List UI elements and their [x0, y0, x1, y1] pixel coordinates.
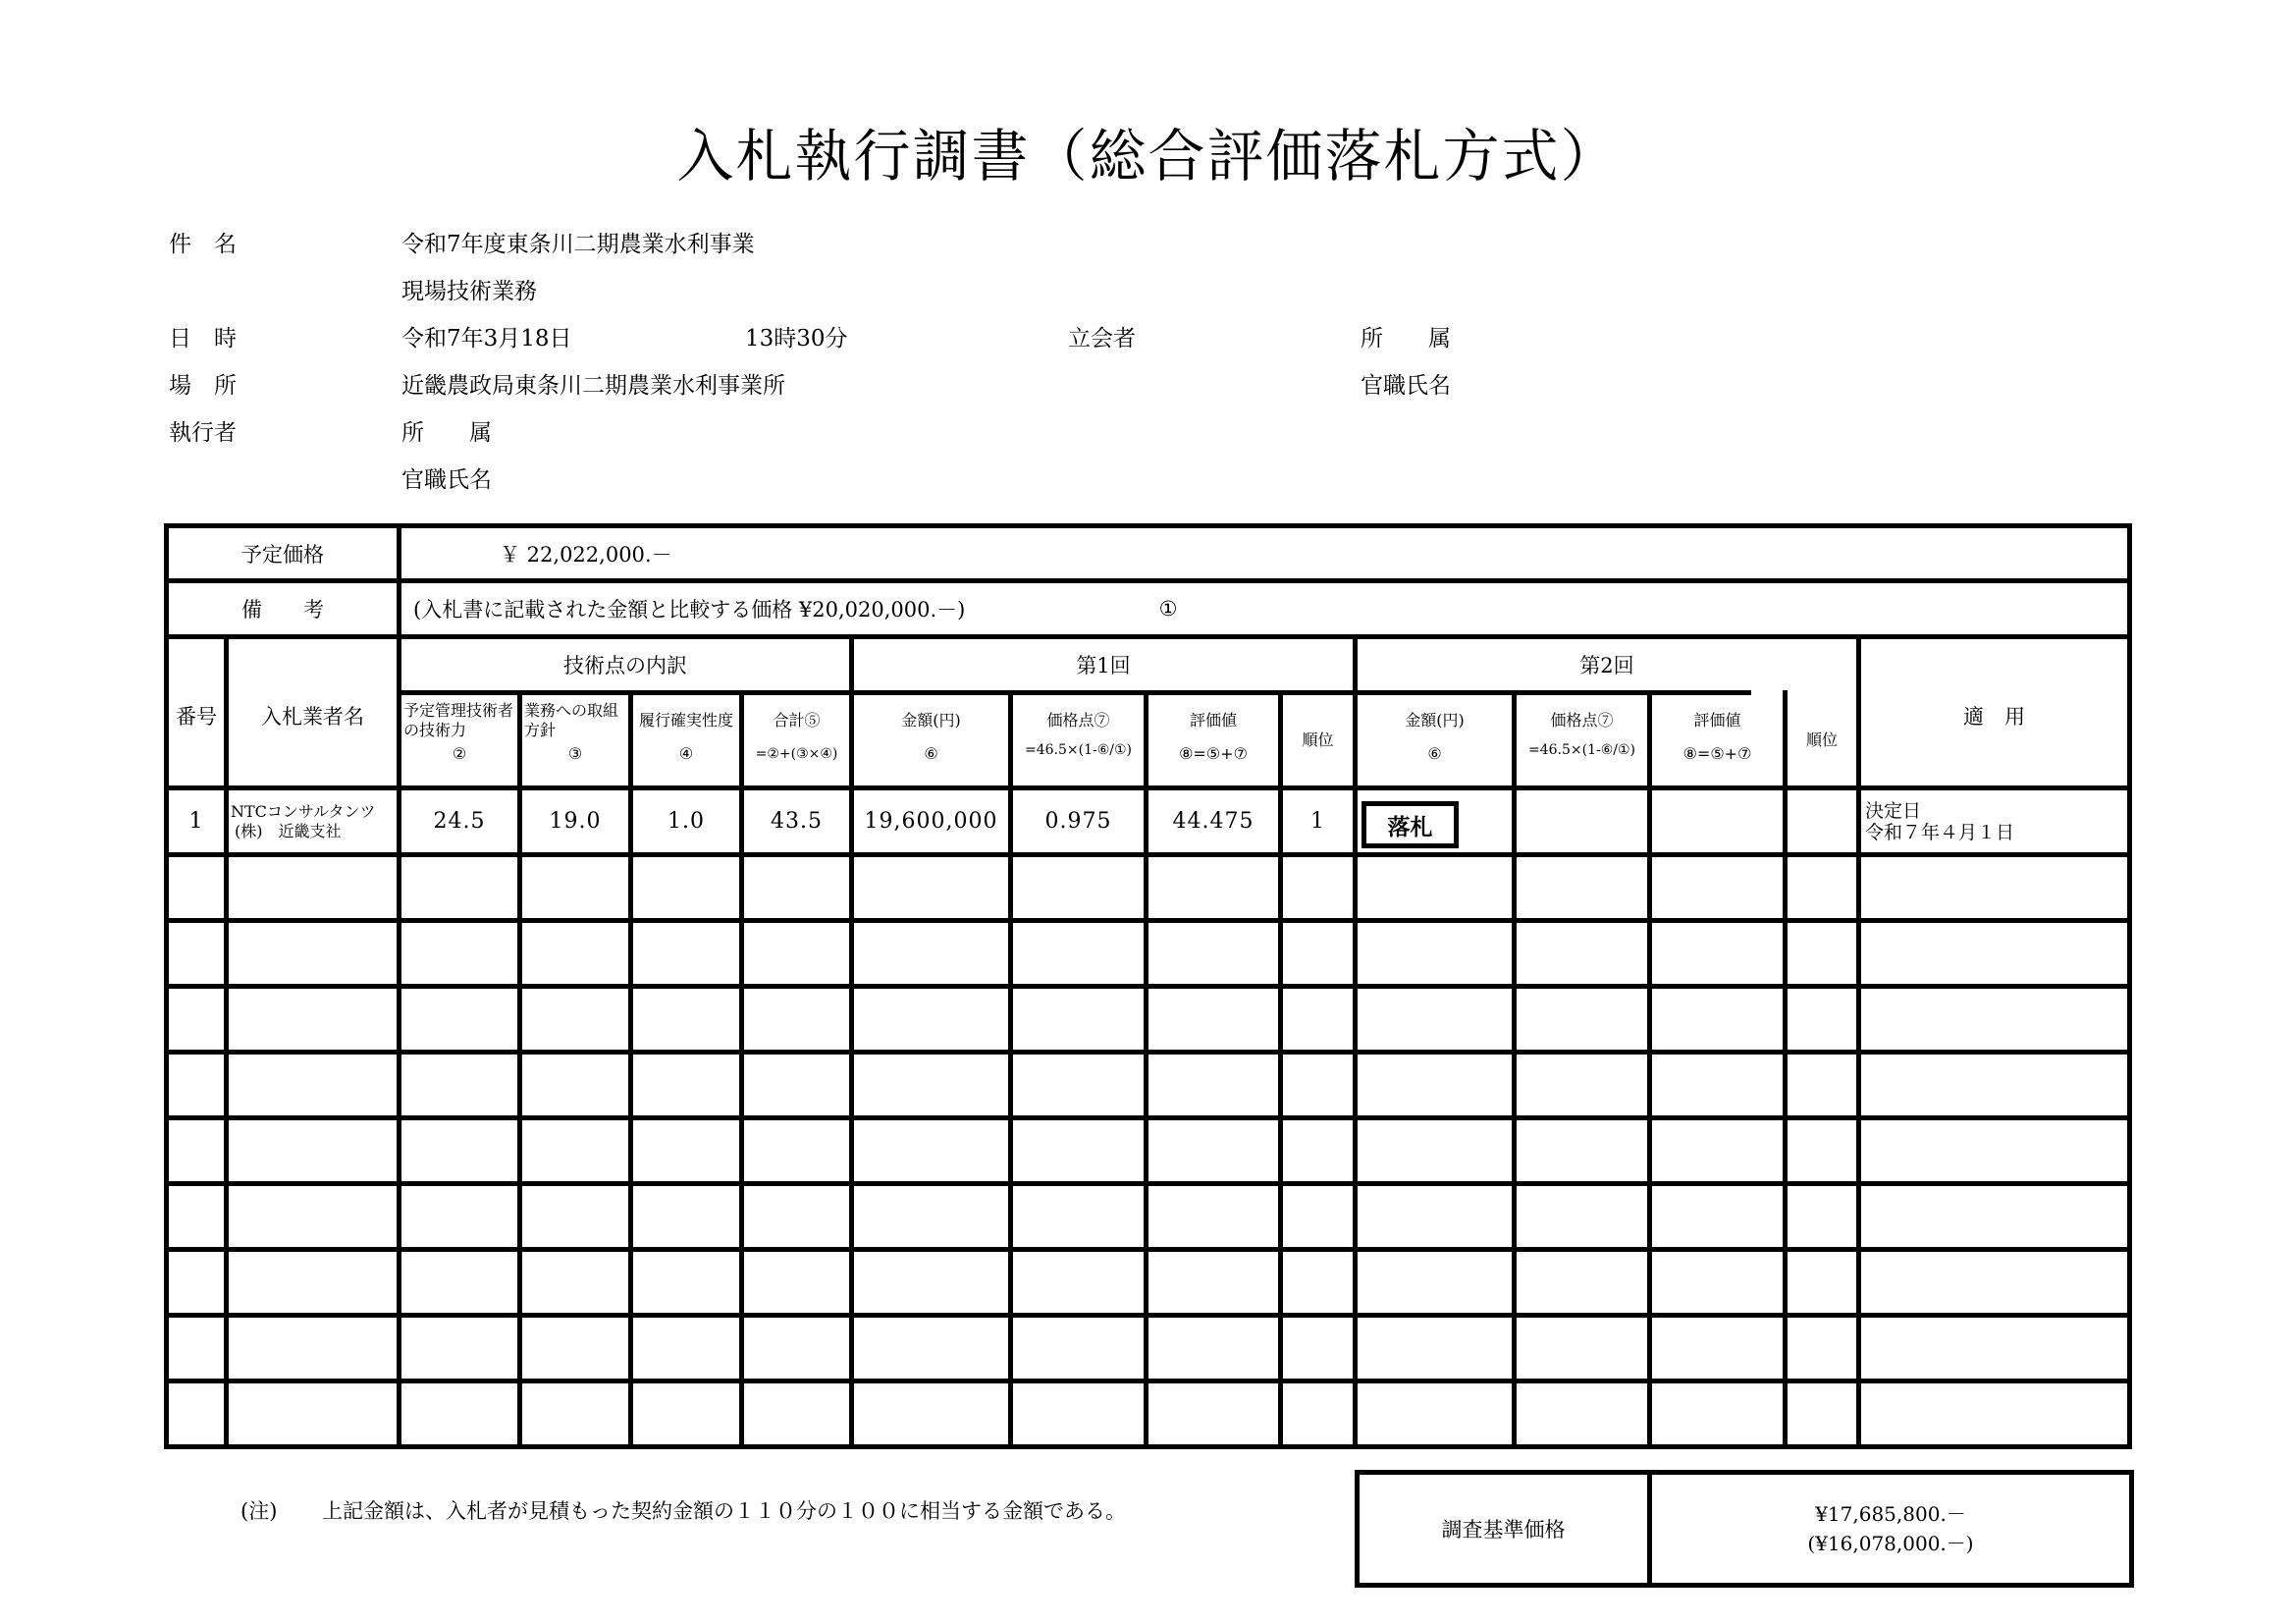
awarded-badge: 落札 [1362, 801, 1459, 848]
row-applied-line1: 決定日 [1865, 799, 1922, 822]
survey-box-bottom [1355, 1583, 2134, 1588]
row-bidder-line2: (株) 近畿支社 [235, 821, 342, 840]
header-r2-price-point-label: 価格点⑦ [1550, 711, 1614, 730]
header-applied: 適 用 [1963, 705, 2025, 729]
header-r1-rank: 順位 [1302, 731, 1334, 749]
executor-label: 執行者 [169, 420, 237, 446]
place-value: 近畿農政局東条川二期農業水利事業所 [401, 373, 785, 399]
header-r1-amount-marker: ⑥ [924, 744, 938, 763]
header-tech-skill-label: 予定管理技術者の技術力 [403, 701, 514, 739]
row-number: 1 [188, 809, 204, 834]
witness-name-label: 官職氏名 [1361, 373, 1451, 399]
header-r1-amount [854, 695, 1008, 785]
header-bidder: 入札業者名 [261, 705, 364, 729]
header-r2-rank: 順位 [1805, 731, 1838, 749]
subject-value-line2: 現場技術業務 [401, 279, 537, 304]
row-approach: 19.0 [549, 809, 602, 834]
place-label: 場 所 [169, 373, 237, 399]
row-applied-line2: 令和７年４月１日 [1865, 821, 2015, 843]
executor-name-label: 官職氏名 [401, 467, 492, 493]
row-applied [1861, 790, 2127, 852]
header-reliability [633, 695, 739, 785]
header-r2-evaluation [1652, 695, 1783, 785]
subject-value-line1: 令和7年度東条川二期農業水利事業 [401, 232, 755, 257]
header-approach-marker: ③ [567, 744, 583, 763]
survey-price-value: ¥17,685,800.－ [1815, 1502, 1966, 1526]
row-r1-evaluation: 44.475 [1172, 809, 1255, 834]
header-round1: 第1回 [1076, 654, 1131, 677]
header-r2-amount [1358, 695, 1512, 785]
header-total [744, 695, 849, 785]
header-approach-label: 業務への取組方針 [524, 701, 619, 739]
note-text: 上記金額は、入札者が見積もった契約金額の１１０分の１００に相当する金額である。 [322, 1499, 1126, 1523]
header-r1-price-point [1013, 695, 1144, 785]
header-number: 番号 [176, 705, 217, 729]
header-tech-skill-marker: ② [452, 744, 467, 763]
row-reliability: 1.0 [667, 809, 705, 834]
header-r2-amount-label: 金額(円) [1405, 711, 1465, 730]
header-r1-price-point-label: 価格点⑦ [1046, 711, 1110, 730]
row-r1-rank: 1 [1310, 809, 1325, 834]
header-r1-evaluation-marker: ⑧=⑤+⑦ [1179, 744, 1248, 763]
row-bidder [229, 790, 397, 852]
header-reliability-marker: ④ [678, 744, 694, 763]
planned-price-label: 予定価格 [241, 542, 324, 567]
page-title: 入札執行調書（総合評価落札方式） [676, 123, 1620, 189]
header-total-label: 合計⑤ [773, 711, 821, 730]
header-approach [522, 695, 628, 785]
executor-affiliation-label: 所 属 [401, 420, 492, 446]
date-value: 令和7年3月18日 [401, 326, 572, 352]
datetime-label: 日 時 [169, 326, 237, 352]
header-round2: 第2回 [1579, 654, 1634, 677]
header-r2-amount-marker: ⑥ [1427, 744, 1442, 763]
witness-label: 立会者 [1068, 326, 1136, 352]
row-total: 43.5 [771, 809, 823, 834]
row-tech-skill: 24.5 [433, 809, 486, 834]
header-r1-evaluation [1148, 695, 1278, 785]
row-r1-price-point: 0.975 [1044, 809, 1112, 834]
header-tech-breakdown: 技術点の内訳 [563, 654, 687, 677]
header-reliability-label: 履行確実性度 [638, 711, 733, 730]
header-r2-evaluation-label: 評価値 [1693, 711, 1741, 730]
row-r2-rank [1788, 790, 1856, 852]
row-r1-amount: 19,600,000 [864, 809, 998, 834]
time-value: 13時30分 [745, 326, 848, 352]
header-total-marker: =②+(③×④) [755, 746, 838, 762]
note-label: (注) [240, 1499, 278, 1523]
remarks-label: 備 考 [241, 598, 324, 622]
witness-affiliation-label: 所 属 [1361, 326, 1451, 352]
row-r2-price-point [1517, 790, 1647, 852]
header-r2-evaluation-marker: ⑧=⑤+⑦ [1682, 744, 1752, 763]
header-r2-price-point [1517, 695, 1647, 785]
survey-price-values [1652, 1475, 2129, 1583]
row-bidder-line1: NTCコンサルタンツ [231, 801, 376, 821]
row-r2-evaluation [1652, 790, 1783, 852]
survey-price-value-excl-tax: (¥16,078,000.－) [1807, 1532, 1974, 1555]
planned-price-value: ￥ 22,022,000.－ [500, 542, 672, 567]
header-r1-price-point-marker: =46.5×(1-⑥/①) [1024, 742, 1132, 758]
remarks-marker: ① [1158, 597, 1178, 621]
subject-label: 件 名 [169, 232, 237, 257]
header-r1-amount-label: 金額(円) [901, 711, 961, 730]
header-tech-skill [401, 695, 517, 785]
header-r1-evaluation-label: 評価値 [1189, 711, 1237, 730]
survey-box-right [2129, 1470, 2134, 1588]
survey-price-label: 調査基準価格 [1441, 1518, 1566, 1542]
remarks-value: (入札書に記載された金額と比較する価格 ¥20,020,000.－) [413, 598, 966, 622]
header-r2-price-point-marker: =46.5×(1-⑥/①) [1527, 742, 1635, 758]
table-border-right [2127, 523, 2132, 1449]
